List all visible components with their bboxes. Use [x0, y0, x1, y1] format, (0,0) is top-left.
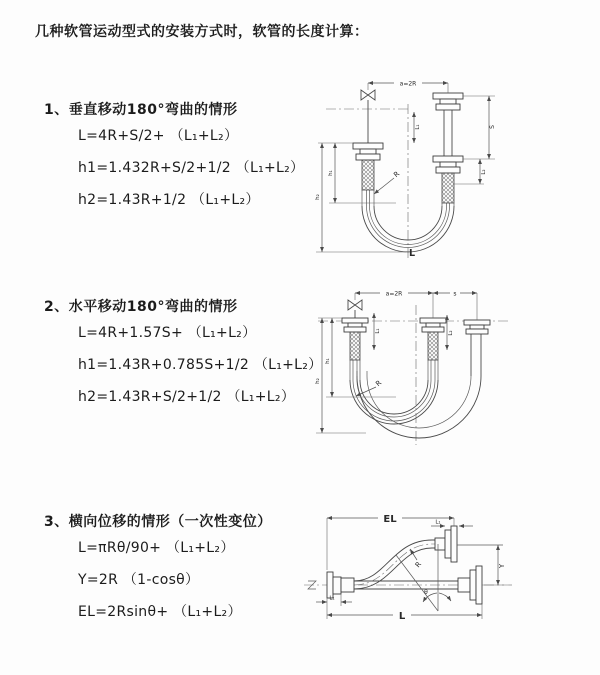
radius-leader	[374, 170, 401, 194]
label-r: R	[392, 169, 402, 180]
dim-l2	[447, 315, 454, 350]
dim-l	[327, 595, 482, 622]
label-l1-bottom: L₁	[329, 595, 335, 602]
label-l1-top: L₁	[435, 519, 441, 526]
left-braided-hose	[350, 332, 360, 360]
section1-heading: 1、垂直移动180°弯曲的情形	[44, 102, 238, 118]
label-l: L	[398, 611, 406, 622]
label-h1: h₁	[328, 170, 334, 176]
dim-y	[482, 545, 506, 585]
formula-s3-EL: EL=2Rsinθ+ （L₁+L₂）	[78, 604, 242, 620]
dim-l1-bottom	[316, 594, 352, 606]
valve-icon	[361, 90, 375, 100]
label-theta: θ	[424, 589, 428, 596]
label-s: S	[489, 125, 496, 129]
dim-l1	[414, 112, 421, 143]
dim-s	[463, 96, 496, 159]
hose-original	[350, 360, 438, 424]
formula-s3-L: L=πRθ/90+ （L₁+L₂）	[78, 540, 235, 556]
section3-heading: 3、横向位移的情形（一次性变位）	[44, 514, 272, 530]
label-l1: L₁	[375, 328, 381, 334]
diagram-horizontal-180-bend	[308, 283, 600, 468]
dim-l1-top	[431, 520, 473, 527]
label-shift-s: s	[453, 290, 457, 298]
formula-s1-h2: h2=1.43R+1/2 （L₁+L₂）	[78, 192, 260, 208]
section-lateral-displacement	[44, 511, 272, 627]
label-l2: L₂	[481, 169, 487, 175]
formula-s1-L: L=4R+S/2+ （L₁+L₂）	[78, 128, 239, 144]
right-flange	[464, 320, 490, 334]
label-h2: h₂	[315, 194, 321, 200]
radius-leader	[410, 549, 423, 569]
label-a2r: a=2R	[399, 80, 417, 88]
dim-a2r	[355, 291, 433, 319]
label-y: Y	[498, 563, 506, 569]
valve-icon	[348, 300, 362, 310]
middle-braided-hose	[428, 332, 438, 360]
label-h2: h₂	[315, 378, 321, 384]
hose-displaced	[357, 334, 481, 438]
left-flange	[327, 572, 354, 598]
dim-l1	[374, 313, 381, 350]
diagram-vertical-180-bend	[308, 66, 593, 262]
dim-shift-s	[433, 291, 477, 321]
label-r: R	[413, 560, 424, 570]
diagram-lateral-displacement	[298, 498, 600, 663]
formula-s3-Y: Y=2R （1-cosθ）	[78, 572, 200, 588]
right-flange	[458, 566, 482, 604]
label-el: EL	[383, 514, 397, 525]
formula-s1-h1: h1=1.432R+S/2+1/2 （L₁+L₂）	[78, 160, 305, 176]
right-top-flange	[433, 93, 463, 110]
formula-s2-h1: h1=1.43R+0.785S+1/2 （L₁+L₂）	[78, 357, 323, 373]
right-lower-flange	[433, 156, 463, 173]
label-l: L	[408, 248, 416, 259]
left-flange	[342, 318, 368, 332]
formula-s2-h2: h2=1.43R+S/2+1/2 （L₁+L₂）	[78, 389, 296, 405]
formula-s2-L: L=4R+1.57S+ （L₁+L₂）	[78, 325, 257, 341]
label-r: R	[374, 378, 384, 389]
section2-heading: 2、水平移动180°弯曲的情形	[44, 299, 238, 315]
dim-a2r	[368, 81, 448, 94]
left-braided-hose	[362, 160, 374, 190]
page-title: 几种软管运动型式的安装方式时，软管的长度计算：	[35, 24, 369, 40]
right-pipe-tube	[444, 110, 452, 156]
section-vertical-motion	[44, 99, 304, 215]
middle-flange	[420, 318, 446, 332]
label-h1: h₁	[325, 358, 331, 364]
right-braided-hose	[442, 173, 454, 203]
hose-displaced-scurve	[354, 540, 445, 589]
section-horizontal-motion	[44, 296, 322, 412]
left-flange	[353, 143, 383, 160]
hose-original-straight	[354, 581, 458, 589]
label-l1: L₁	[415, 124, 421, 130]
label-a2r: a=2R	[385, 290, 403, 298]
label-l2: L₂	[448, 330, 454, 336]
